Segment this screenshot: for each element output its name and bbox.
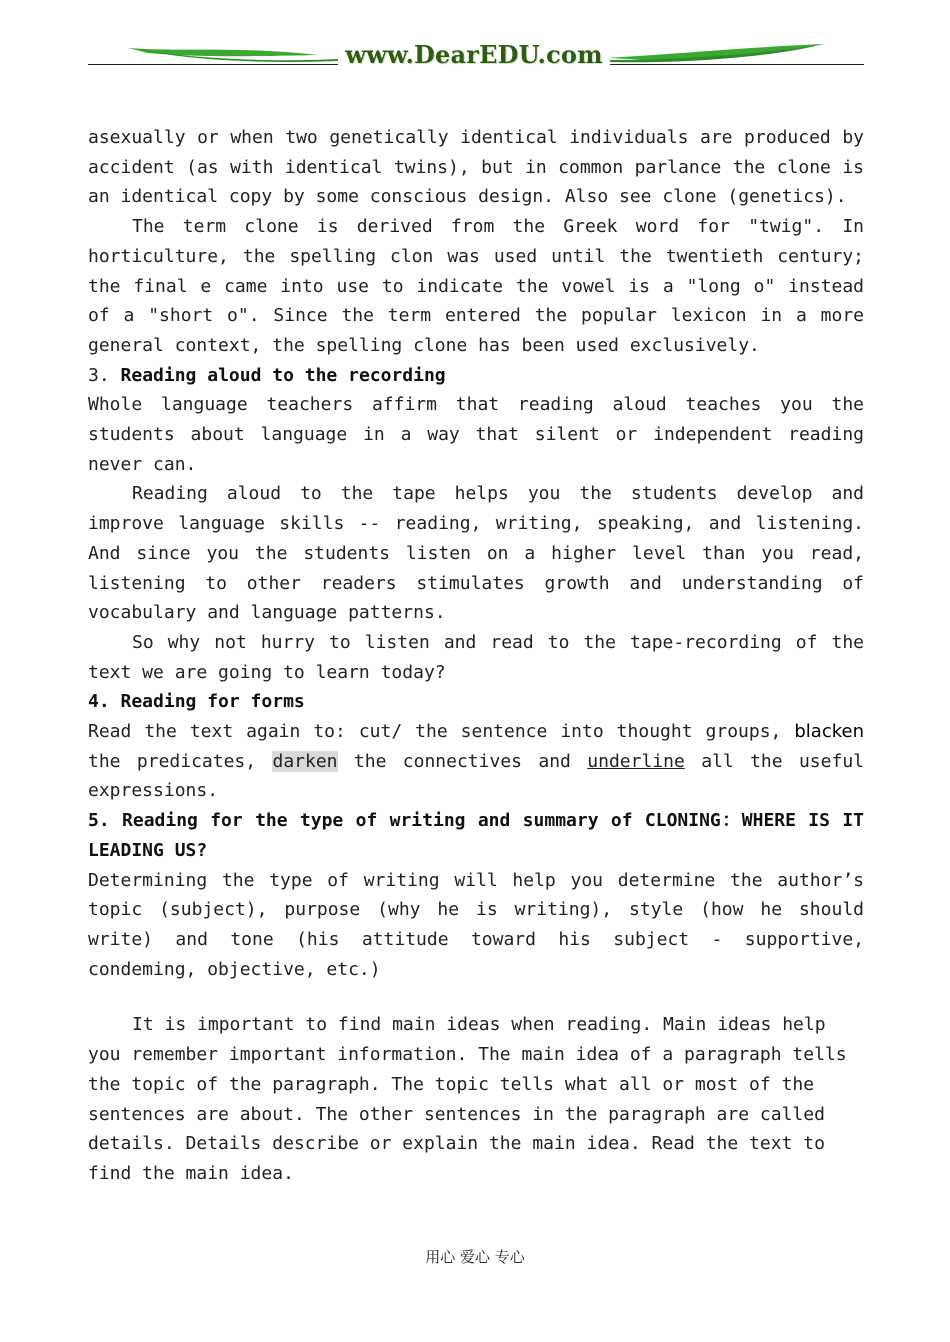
- darken-word: darken: [272, 750, 338, 772]
- text-run: the predicates,: [88, 750, 273, 772]
- text-run: Read the text again to: cut/ the sentence into thought groups,: [88, 721, 795, 743]
- section-heading: 5. Reading for the type of writing and summary of CLONING：WHERE IS IT LEADING US?: [88, 810, 864, 861]
- paragraph: It is important to find main ideas when reading. Main ideas help you remember important information. The main idea of a paragraph tells the topic of the paragraph. The topic tells what all or most of the sentences are about. The other sentences in the paragraph are called details. Details describe or explain the main idea. Read the text to find the main idea.: [88, 1014, 847, 1184]
- blacken-word: blacken: [794, 721, 864, 743]
- footer-motto: 用心 爱心 专心: [425, 1248, 525, 1266]
- paragraph: Whole language teachers affirm that reading aloud teaches you the students about language in a way that silent or independent reading never can.: [88, 394, 864, 475]
- text-run: all the useful expressions.: [88, 750, 864, 802]
- paragraph: Reading aloud to the tape helps you the students develop and improve language skills -- reading, writing, speaking, and listening. And since you the students listen on a higher level than you read, listening to other readers stimulates growth and understanding of vocabulary and language patterns.: [88, 483, 864, 624]
- text-run: the connectives and: [337, 750, 588, 772]
- section-heading: 4. Reading for forms: [88, 691, 305, 713]
- section-title: Reading aloud to the recording: [120, 364, 446, 386]
- section-heading: [88, 361, 864, 391]
- document-body: [88, 123, 864, 1189]
- paragraph: asexually or when two genetically identical individuals are produced by accident (as with identical twins), but in common parlance the clone is an identical copy by some conscious design. Also see clone (genetics).: [88, 127, 864, 208]
- spacer: [88, 984, 864, 1010]
- paragraph: Determining the type of writing will help you determine the author’s topic (subject), purpose (why he is writing), style (how he should write) and tone (his attitude toward his subject - supportive, condeming, objective, etc.): [88, 869, 864, 980]
- paragraph: So why not hurry to listen and read to the tape-recording of the text we are going to learn today?: [88, 631, 864, 683]
- paragraph: The term clone is derived from the Greek word for "twig". In horticulture, the spelling clon was used until the twentieth century; the final e came into use to indicate the vowel is a "long o" instead of a "short o". Since the term entered the popular lexicon in a more general context, the spelling clone has been used exclusively.: [88, 216, 864, 356]
- site-logo-text[interactable]: www.DearEDU.com: [338, 40, 610, 70]
- section-number: 3.: [88, 364, 110, 386]
- underline-word: underline: [587, 750, 685, 772]
- paragraph-forms: [88, 717, 864, 806]
